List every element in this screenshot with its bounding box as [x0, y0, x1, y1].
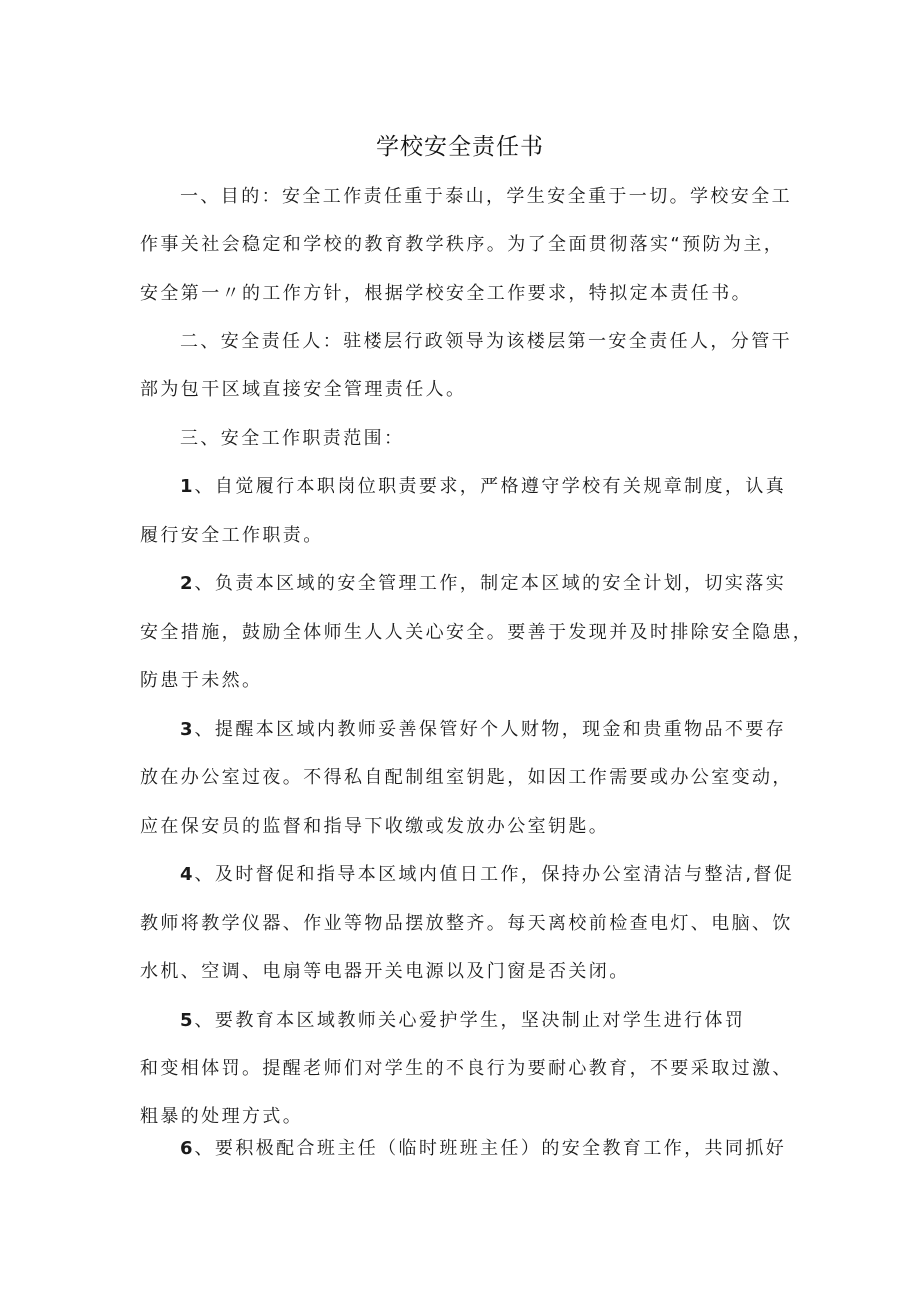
- item-1-line-2: 履行安全工作职责。: [140, 525, 324, 546]
- item-4-line-3: 水机、空调、电扇等电器开关电源以及门窗是否关闭。: [140, 961, 630, 982]
- document-title: 学校安全责任书: [376, 134, 544, 160]
- paragraph-1-line-2: 作事关社会稳定和学校的教育教学秩序。为了全面贯彻落实“预防为主，: [140, 234, 785, 255]
- item-number-1: 1: [180, 476, 193, 497]
- section-3-heading: 三、安全工作职责范围：: [180, 428, 405, 449]
- paragraph-2-line-2: 部为包干区域直接安全管理责任人。: [140, 379, 467, 400]
- item-3-line-1: 3 、提醒本区域内教师妥善保管好个人财物，现金和贵重物品不要存: [180, 719, 787, 740]
- paragraph-1-line-1: 一、目的：安全工作责任重于泰山，学生安全重于一切。学校安全工: [180, 186, 792, 207]
- item-number-5: 5: [180, 1010, 193, 1031]
- item-3-line-3: 应在保安员的监督和指导下收缴或发放办公室钥匙。: [140, 816, 610, 837]
- item-2-line-1: 2 、负责本区域的安全管理工作，制定本区域的安全计划，切实落实: [180, 573, 787, 594]
- item-number-6: 6: [180, 1138, 193, 1159]
- item-2-line-3: 防患于未然。: [140, 670, 263, 691]
- paragraph-1-line-3: 安全第一〃的工作方针，根据学校安全工作要求，特拟定本责任书。: [140, 283, 752, 304]
- item-4-line-1: 4 、及时督促和指导本区域内值日工作，保持办公室清洁与整洁,督促: [180, 864, 795, 885]
- item-4-line-2: 教师将教学仪器、作业等物品摆放整齐。每天离校前检查电灯、电脑、饮: [140, 913, 793, 934]
- item-number-4: 4: [180, 864, 193, 885]
- item-number-3: 3: [180, 719, 193, 740]
- item-5-line-1: 5 、要教育本区域教师关心爱护学生，坚决制止对学生进行体罚: [180, 1010, 746, 1031]
- item-3-line-2: 放在办公室过夜。不得私自配制组室钥匙，如因工作需要或办公室变动，: [140, 767, 793, 788]
- item-6-line-1: 6 、要积极配合班主任（临时班班主任）的安全教育工作，共同抓好: [180, 1138, 787, 1159]
- paragraph-2-line-1: 二、安全责任人：驻楼层行政领导为该楼层第一安全责任人，分管干: [180, 331, 792, 352]
- item-number-2: 2: [180, 573, 193, 594]
- item-5-line-3: 粗暴的处理方式。: [140, 1106, 304, 1127]
- item-5-line-2: 和变相体罚。提醒老师们对学生的不良行为要耐心教育，不要采取过激、: [140, 1058, 793, 1079]
- item-1-line-1: 1 、自觉履行本职岗位职责要求，严格遵守学校有关规章制度，认真: [180, 476, 787, 497]
- item-2-line-2: 安全措施，鼓励全体师生人人关心安全。要善于发现并及时排除安全隐患，: [140, 622, 814, 643]
